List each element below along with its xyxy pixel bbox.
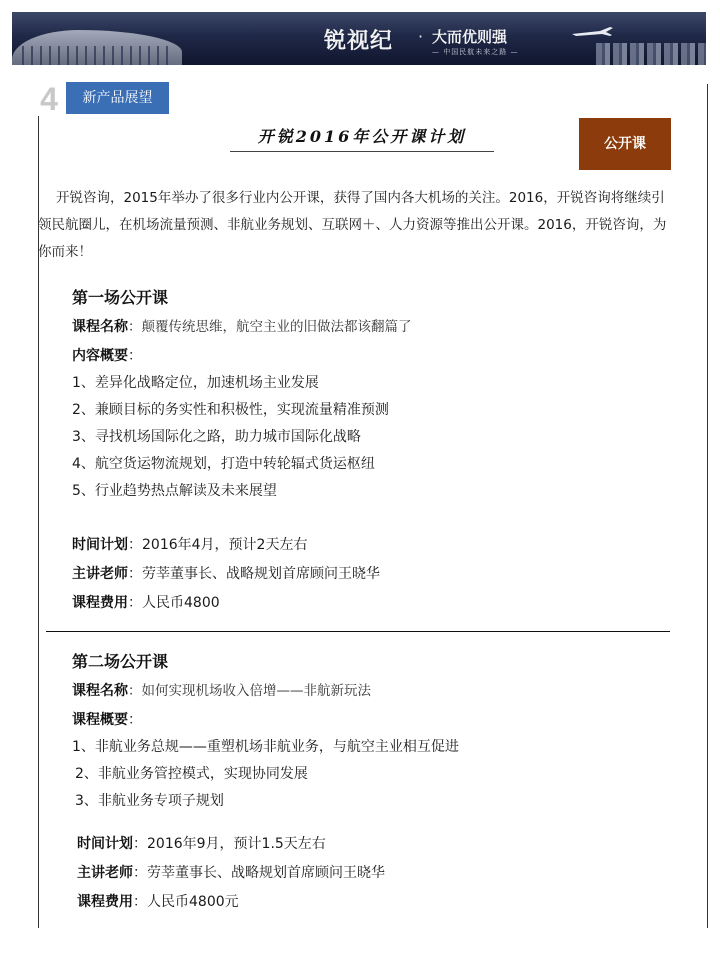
course-2-name-value: ：如何实现机场收入倍增——非航新玩法 xyxy=(128,683,371,699)
course-1-fee xyxy=(72,590,672,617)
document-title: 开锐2016年公开课计划 xyxy=(257,127,467,146)
course-1-fee-label: 课程费用 xyxy=(72,595,128,611)
course-2-fee xyxy=(77,889,672,916)
course-1-name-label: 课程名称 xyxy=(72,319,128,335)
course-2-item: 1、非航业务总规——重塑机场非航业务，与航空主业相互促进 xyxy=(72,739,459,755)
brand-separator: · xyxy=(418,27,424,46)
course-2-teacher-label: 主讲老师 xyxy=(77,865,133,881)
course-2-details xyxy=(72,831,672,916)
course-1-teacher-label: 主讲老师 xyxy=(72,566,128,582)
course-1-summary-colon: ： xyxy=(128,348,142,364)
course-2-heading: 第二场公开课 xyxy=(72,652,169,671)
course-1-item: 1、差异化战略定位，加速机场主业发展 xyxy=(72,375,319,391)
course-2-time-label: 时间计划 xyxy=(77,836,133,852)
course-1-time-value: ：2016年4月，预计2天左右 xyxy=(128,537,308,553)
course-1-item: 3、寻找机场国际化之路，助力城市国际化战略 xyxy=(72,429,361,445)
course-1-summary-label: 内容概要 xyxy=(72,348,128,364)
intro-paragraph: 开锐咨询，2015年举办了很多行业内公开课，获得了国内各大机场的关注。2016，开锐咨询将继续引领民航圈儿，在机场流量预测、非航业务规划、互联网＋、人力资源等推出公开课。2016，开锐咨询，为你而来！ xyxy=(38,190,667,260)
section-divider xyxy=(46,631,670,632)
course-2-item: 3、非航业务专项子规划 xyxy=(75,793,224,809)
course-2-teacher xyxy=(77,860,672,887)
course-1-item: 4、航空货运物流规划，打造中转轮辐式货运枢纽 xyxy=(72,456,375,472)
open-course-badge: 公开课 xyxy=(579,118,671,170)
course-2-item: 2、非航业务管控模式，实现协同发展 xyxy=(75,766,308,782)
page-frame-right xyxy=(707,84,708,928)
course-2-summary-label: 课程概要 xyxy=(72,712,128,728)
city-skyline-graphic xyxy=(596,43,706,65)
course-1-time-label: 时间计划 xyxy=(72,537,128,553)
course-2-teacher-value: ：劳莘董事长、战略规划首席顾问王晓华 xyxy=(133,865,385,881)
section-title: 新产品展望 xyxy=(66,82,169,114)
airplane-icon xyxy=(570,26,614,38)
course-2-summary-colon: ： xyxy=(128,712,142,728)
course-1-item: 2、兼顾目标的务实性和积极性，实现流量精准预测 xyxy=(72,402,389,418)
course-2-time-value: ：2016年9月，预计1.5天左右 xyxy=(133,836,326,852)
section-number: 4 xyxy=(34,82,64,116)
course-2-name xyxy=(72,678,672,705)
course-2-summary xyxy=(72,707,672,734)
course-1-teacher xyxy=(72,561,672,588)
course-1-item: 5、行业趋势热点解读及未来展望 xyxy=(72,483,277,499)
course-1-teacher-value: ：劳莘董事长、战略规划首席顾问王晓华 xyxy=(128,566,380,582)
brand-slogan: 大而优则强 xyxy=(432,28,508,46)
course-2-section xyxy=(72,649,672,916)
course-2-fee-value: ：人民币4800元 xyxy=(133,894,239,910)
course-1-section xyxy=(72,285,672,617)
title-underline xyxy=(230,151,494,152)
course-1-name xyxy=(72,314,672,341)
terminal-window-lines xyxy=(22,46,172,65)
course-2-time xyxy=(77,831,672,858)
brand-slogan-sub: — 中国民航未来之路 — xyxy=(432,48,519,56)
course-1-heading: 第一场公开课 xyxy=(72,288,169,307)
course-1-summary xyxy=(72,343,672,370)
course-1-name-value: ：颠覆传统思维，航空主业的旧做法都该翻篇了 xyxy=(128,319,412,335)
course-1-time xyxy=(72,532,672,559)
course-1-fee-value: ：人民币4800 xyxy=(128,595,220,611)
brand-name: 锐视纪 xyxy=(324,28,394,54)
header-banner xyxy=(12,12,706,65)
course-2-name-label: 课程名称 xyxy=(72,683,128,699)
course-2-fee-label: 课程费用 xyxy=(77,894,133,910)
